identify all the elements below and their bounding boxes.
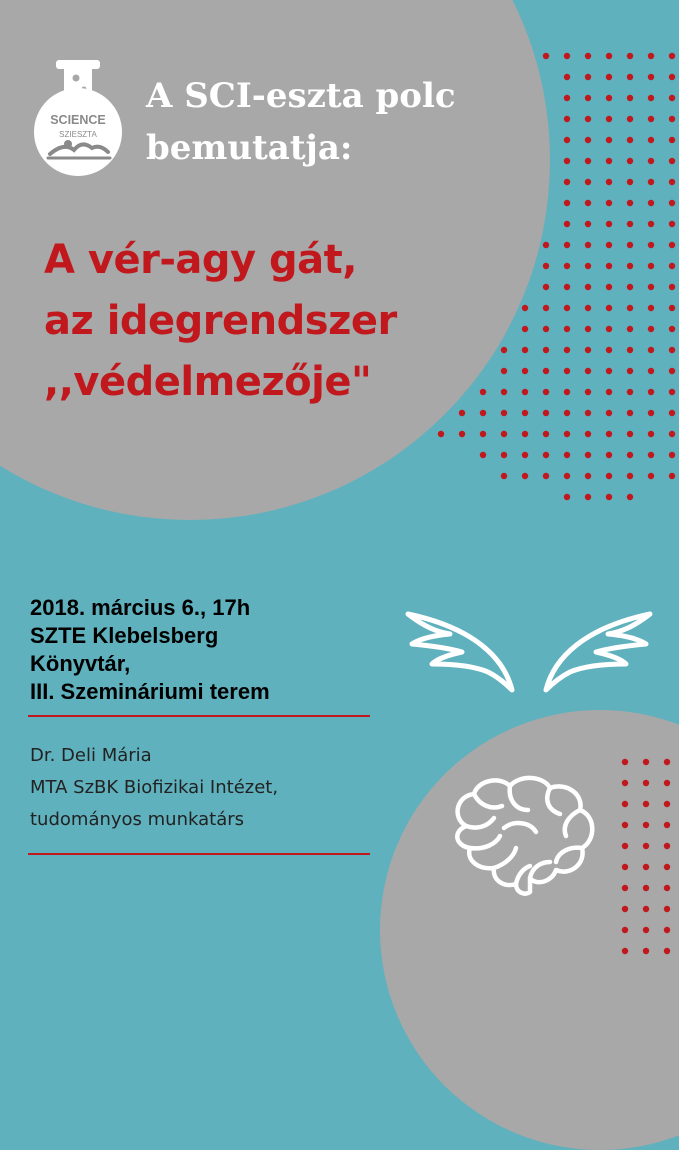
decorative-dot xyxy=(664,885,670,891)
decorative-dot xyxy=(643,927,649,933)
decorative-dot xyxy=(648,242,654,248)
decorative-dot xyxy=(543,53,549,59)
decorative-dot xyxy=(627,494,633,500)
decorative-dot xyxy=(543,368,549,374)
decorative-dot xyxy=(669,347,675,353)
decorative-dot xyxy=(585,116,591,122)
decorative-dot xyxy=(501,431,507,437)
decorative-dot xyxy=(606,158,612,164)
decorative-dot xyxy=(669,137,675,143)
decorative-dot xyxy=(648,137,654,143)
decorative-dot xyxy=(669,452,675,458)
event-venue-line-1: SZTE Klebelsberg xyxy=(30,623,219,648)
decorative-dot xyxy=(606,137,612,143)
decorative-dot xyxy=(522,305,528,311)
decorative-dot xyxy=(627,242,633,248)
decorative-dot xyxy=(606,326,612,332)
decorative-dot xyxy=(648,473,654,479)
logo-text-sziesztra: SZIESZTA xyxy=(59,130,97,139)
decorative-dot xyxy=(606,368,612,374)
decorative-dot xyxy=(438,431,444,437)
decorative-dot xyxy=(522,368,528,374)
decorative-dot xyxy=(627,473,633,479)
decorative-dot xyxy=(669,158,675,164)
decorative-dot xyxy=(543,326,549,332)
decorative-dot xyxy=(643,822,649,828)
decorative-dot xyxy=(585,242,591,248)
decorative-dot xyxy=(606,116,612,122)
decorative-dot xyxy=(564,473,570,479)
decorative-dot xyxy=(606,452,612,458)
decorative-dot xyxy=(564,221,570,227)
decorative-dot xyxy=(627,431,633,437)
science-flask-logo-icon xyxy=(30,58,126,178)
lecture-title-line-3: ,,védelmezője" xyxy=(44,359,372,405)
decorative-dot xyxy=(627,452,633,458)
decorative-dot xyxy=(664,843,670,849)
decorative-dot xyxy=(669,410,675,416)
decorative-dot xyxy=(648,452,654,458)
decorative-dot xyxy=(627,116,633,122)
decorative-dot xyxy=(522,473,528,479)
decorative-dot xyxy=(585,263,591,269)
decorative-dot xyxy=(564,200,570,206)
decorative-dot xyxy=(606,95,612,101)
decorative-dot xyxy=(585,410,591,416)
decorative-dot xyxy=(664,864,670,870)
decorative-dot xyxy=(585,179,591,185)
intro-text xyxy=(146,70,456,174)
decorative-dot xyxy=(564,179,570,185)
decorative-dot xyxy=(585,53,591,59)
lecture-title-line-2: az idegrendszer xyxy=(44,298,397,344)
decorative-dot xyxy=(459,431,465,437)
decorative-dot xyxy=(585,284,591,290)
decorative-dot xyxy=(543,242,549,248)
decorative-dot xyxy=(627,389,633,395)
decorative-dot xyxy=(564,368,570,374)
decorative-dot xyxy=(648,200,654,206)
event-venue-line-2: Könyvtár, xyxy=(30,651,131,676)
decorative-dot xyxy=(648,368,654,374)
speaker-info xyxy=(30,740,278,836)
decorative-dot xyxy=(543,305,549,311)
divider-bottom xyxy=(28,853,370,855)
decorative-dot xyxy=(622,759,628,765)
decorative-dot xyxy=(669,74,675,80)
decorative-dot xyxy=(480,431,486,437)
decorative-dot xyxy=(648,410,654,416)
decorative-dot xyxy=(564,95,570,101)
decorative-dot xyxy=(543,263,549,269)
decorative-dot xyxy=(664,801,670,807)
brain-icon xyxy=(444,770,604,900)
decorative-dot xyxy=(564,242,570,248)
decorative-dot xyxy=(669,95,675,101)
wings-icon xyxy=(400,604,658,696)
decorative-dot xyxy=(622,927,628,933)
decorative-dot xyxy=(664,780,670,786)
decorative-dot xyxy=(669,431,675,437)
decorative-dot xyxy=(648,53,654,59)
intro-line-2: bemutatja: xyxy=(146,128,353,168)
decorative-dot xyxy=(606,410,612,416)
decorative-dot xyxy=(627,305,633,311)
decorative-dot xyxy=(585,389,591,395)
decorative-dot xyxy=(606,494,612,500)
decorative-dot xyxy=(564,53,570,59)
decorative-dot xyxy=(564,263,570,269)
decorative-dot xyxy=(606,473,612,479)
decorative-dot xyxy=(585,473,591,479)
decorative-dot xyxy=(564,347,570,353)
decorative-dot xyxy=(585,221,591,227)
decorative-dot xyxy=(501,389,507,395)
speaker-name: Dr. Deli Mária xyxy=(30,745,152,766)
decorative-dot xyxy=(669,263,675,269)
decorative-dot xyxy=(585,368,591,374)
decorative-dot xyxy=(606,347,612,353)
decorative-dot xyxy=(648,305,654,311)
decorative-dot xyxy=(664,948,670,954)
decorative-dot xyxy=(585,305,591,311)
decorative-dot xyxy=(564,284,570,290)
intro-line-1: A SCI-eszta polc xyxy=(146,76,456,116)
decorative-dot xyxy=(648,74,654,80)
decorative-dot xyxy=(606,305,612,311)
decorative-dot xyxy=(648,179,654,185)
decorative-dot xyxy=(564,137,570,143)
decorative-dot xyxy=(543,410,549,416)
decorative-dot xyxy=(643,885,649,891)
decorative-dot xyxy=(501,452,507,458)
decorative-dot xyxy=(643,864,649,870)
speaker-institute: MTA SzBK Biofizikai Intézet, xyxy=(30,777,279,798)
decorative-dot xyxy=(627,263,633,269)
decorative-dot xyxy=(622,864,628,870)
decorative-dot xyxy=(627,200,633,206)
speaker-position: tudományos munkatárs xyxy=(30,809,244,830)
decorative-dot xyxy=(564,326,570,332)
decorative-dot xyxy=(643,948,649,954)
decorative-dot xyxy=(585,347,591,353)
decorative-dot xyxy=(627,137,633,143)
decorative-dot xyxy=(627,284,633,290)
decorative-dot xyxy=(585,200,591,206)
decorative-dot xyxy=(585,74,591,80)
decorative-dot xyxy=(648,389,654,395)
decorative-dot xyxy=(564,116,570,122)
decorative-dot xyxy=(669,200,675,206)
decorative-dot xyxy=(522,347,528,353)
decorative-dot xyxy=(664,759,670,765)
decorative-dot xyxy=(585,158,591,164)
decorative-dot xyxy=(648,158,654,164)
decorative-dot xyxy=(669,368,675,374)
decorative-dot xyxy=(564,452,570,458)
decorative-dot xyxy=(664,906,670,912)
decorative-dot xyxy=(622,885,628,891)
decorative-dot xyxy=(627,326,633,332)
decorative-dot xyxy=(669,389,675,395)
decorative-dot xyxy=(627,368,633,374)
decorative-dot xyxy=(648,116,654,122)
decorative-dot xyxy=(585,452,591,458)
decorative-dot xyxy=(585,326,591,332)
decorative-dot xyxy=(585,431,591,437)
decorative-dot xyxy=(627,95,633,101)
lecture-title-line-1: A vér-agy gát, xyxy=(44,237,357,283)
decorative-dot xyxy=(622,780,628,786)
decorative-dot xyxy=(643,843,649,849)
logo-text-science: SCIENCE xyxy=(50,113,106,127)
decorative-dot xyxy=(522,452,528,458)
decorative-dot xyxy=(648,221,654,227)
decorative-dot xyxy=(648,347,654,353)
decorative-dot xyxy=(627,53,633,59)
decorative-dot xyxy=(669,326,675,332)
decorative-dot xyxy=(480,410,486,416)
lecture-title xyxy=(44,230,397,413)
decorative-dot xyxy=(648,284,654,290)
decorative-dot xyxy=(669,221,675,227)
decorative-dot xyxy=(669,305,675,311)
decorative-dot xyxy=(606,221,612,227)
event-room: III. Szemináriumi terem xyxy=(30,679,270,704)
decorative-dot xyxy=(627,74,633,80)
decorative-dot xyxy=(501,368,507,374)
decorative-dot xyxy=(648,95,654,101)
decorative-dot xyxy=(564,305,570,311)
decorative-dot xyxy=(522,389,528,395)
decorative-dot xyxy=(606,284,612,290)
decorative-dot xyxy=(622,948,628,954)
decorative-dot xyxy=(585,137,591,143)
decorative-dot xyxy=(669,242,675,248)
decorative-dot xyxy=(606,431,612,437)
decorative-dot xyxy=(669,53,675,59)
decorative-dot xyxy=(522,431,528,437)
decorative-dot xyxy=(606,200,612,206)
decorative-dot xyxy=(622,822,628,828)
decorative-dot xyxy=(543,347,549,353)
decorative-dot xyxy=(543,431,549,437)
decorative-dot xyxy=(564,410,570,416)
decorative-dot xyxy=(622,801,628,807)
decorative-dot xyxy=(585,494,591,500)
decorative-dot xyxy=(622,906,628,912)
decorative-dot xyxy=(543,284,549,290)
decorative-dot xyxy=(606,53,612,59)
decorative-dot xyxy=(459,410,465,416)
event-date-time: 2018. március 6., 17h xyxy=(30,595,251,620)
decorative-dot xyxy=(543,389,549,395)
decorative-dot xyxy=(627,221,633,227)
decorative-dot xyxy=(564,431,570,437)
decorative-dot xyxy=(606,389,612,395)
decorative-dot xyxy=(480,389,486,395)
decorative-dot xyxy=(564,74,570,80)
decorative-dot xyxy=(501,410,507,416)
decorative-dot xyxy=(664,822,670,828)
decorative-dot xyxy=(501,473,507,479)
decorative-dot xyxy=(648,263,654,269)
decorative-dot xyxy=(606,179,612,185)
decorative-dot xyxy=(501,347,507,353)
decorative-dot xyxy=(480,452,486,458)
decorative-dot xyxy=(564,494,570,500)
decorative-dot xyxy=(669,284,675,290)
decorative-dot xyxy=(669,473,675,479)
decorative-dot xyxy=(564,158,570,164)
decorative-dot xyxy=(627,179,633,185)
decorative-dot xyxy=(564,389,570,395)
decorative-dot xyxy=(643,906,649,912)
decorative-dot xyxy=(669,179,675,185)
decorative-dot xyxy=(643,780,649,786)
decorative-dot xyxy=(643,801,649,807)
decorative-dot xyxy=(664,927,670,933)
decorative-dot xyxy=(606,242,612,248)
decorative-dot xyxy=(585,95,591,101)
decorative-dot xyxy=(669,116,675,122)
decorative-dot xyxy=(606,74,612,80)
decorative-dot xyxy=(522,410,528,416)
decorative-dot xyxy=(627,347,633,353)
event-details xyxy=(30,594,270,706)
divider-top xyxy=(28,715,370,717)
decorative-dot xyxy=(543,452,549,458)
decorative-dot xyxy=(522,326,528,332)
decorative-dot xyxy=(622,843,628,849)
decorative-dot xyxy=(648,326,654,332)
decorative-dot xyxy=(648,431,654,437)
decorative-dot xyxy=(606,263,612,269)
decorative-dot xyxy=(643,759,649,765)
decorative-dot xyxy=(627,158,633,164)
decorative-dot xyxy=(543,473,549,479)
decorative-dot xyxy=(627,410,633,416)
